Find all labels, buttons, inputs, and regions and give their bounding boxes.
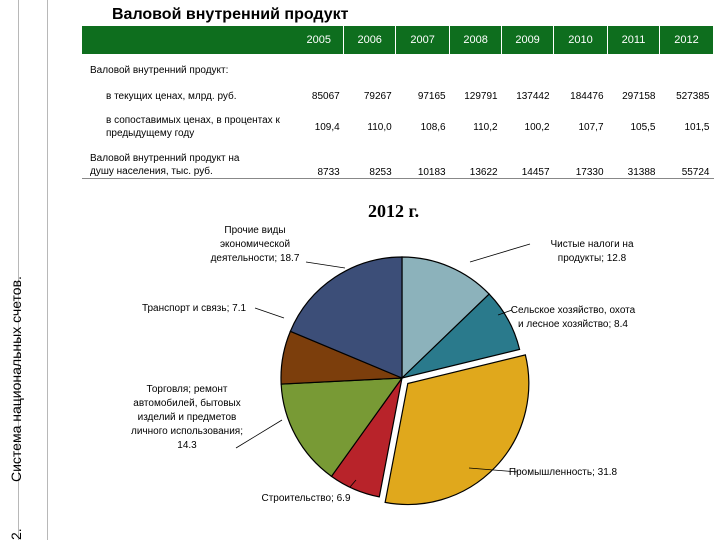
row-label: в текущих ценах, млрд. руб. bbox=[106, 90, 237, 102]
table-cell: 110,0 bbox=[367, 121, 392, 133]
section-number: 2. bbox=[8, 528, 24, 540]
table-cell: 13622 bbox=[469, 166, 498, 178]
slice-label: Торговля; ремонт автомобилей, бытовых изделий и предметов личного использования; 14.3 bbox=[131, 384, 243, 451]
table-cell: 184476 bbox=[570, 90, 604, 102]
table-cell: 85067 bbox=[311, 90, 340, 102]
table-cell: 137442 bbox=[516, 90, 550, 102]
table-cell: 129791 bbox=[464, 90, 498, 102]
year-header: 2010 bbox=[554, 26, 608, 54]
year-header: 2006 bbox=[344, 26, 396, 54]
table-cell: 107,7 bbox=[578, 121, 604, 133]
table-cell: 108,6 bbox=[420, 121, 446, 133]
section-caption: Система национальных счетов. bbox=[8, 276, 24, 482]
table-cell: 17330 bbox=[575, 166, 604, 178]
year-header: 2007 bbox=[396, 26, 450, 54]
year-header: 2011 bbox=[608, 26, 660, 54]
slice-label: Сельское хозяйство, охота и лесное хозяйство; 8.4 bbox=[510, 305, 636, 330]
table-cell: 100,2 bbox=[524, 121, 550, 133]
page-title: Валовой внутренний продукт bbox=[112, 6, 349, 23]
table-cell: 101,5 bbox=[684, 121, 710, 133]
slice-label: Транспорт и связь; 7.1 bbox=[141, 303, 247, 314]
year-header: 2012 bbox=[659, 26, 713, 54]
leader-line bbox=[470, 244, 530, 262]
table-cell: 14457 bbox=[521, 166, 550, 178]
table-cell: 297158 bbox=[622, 90, 656, 102]
table-cell: 10183 bbox=[417, 166, 446, 178]
table-cell: 105,5 bbox=[630, 121, 656, 133]
year-header: 2008 bbox=[450, 26, 502, 54]
slice-label: Чистые налоги на продукты; 12.8 bbox=[550, 239, 634, 264]
leader-line bbox=[255, 308, 284, 318]
slice-label: Прочие виды экономической деятельности; 18.7 bbox=[210, 225, 300, 264]
row-label: Валовой внутренний продукт на душу населения, тыс. руб. bbox=[90, 152, 240, 177]
year-header: 2009 bbox=[502, 26, 554, 54]
table-cell: 8253 bbox=[369, 166, 392, 178]
table-cell: 55724 bbox=[681, 166, 710, 178]
year-header: 2005 bbox=[294, 26, 344, 54]
slice-label: Строительство; 6.9 bbox=[261, 493, 351, 504]
table-cell: 31388 bbox=[627, 166, 656, 178]
table-cell: 79267 bbox=[363, 90, 392, 102]
table-cell: 527385 bbox=[676, 90, 710, 102]
row-label: в сопоставимых ценах, в процентах к предыдущему году bbox=[106, 115, 280, 139]
table-cell: 97165 bbox=[417, 90, 446, 102]
table-cell: 110,2 bbox=[473, 121, 498, 133]
slice-label: Промышленность; 31.8 bbox=[508, 467, 618, 478]
table-cell: 8733 bbox=[317, 166, 340, 178]
chart-title: 2012 г. bbox=[368, 201, 420, 221]
section-label: Валовой внутренний продукт: bbox=[90, 64, 229, 76]
table-cell: 109,4 bbox=[314, 121, 340, 133]
